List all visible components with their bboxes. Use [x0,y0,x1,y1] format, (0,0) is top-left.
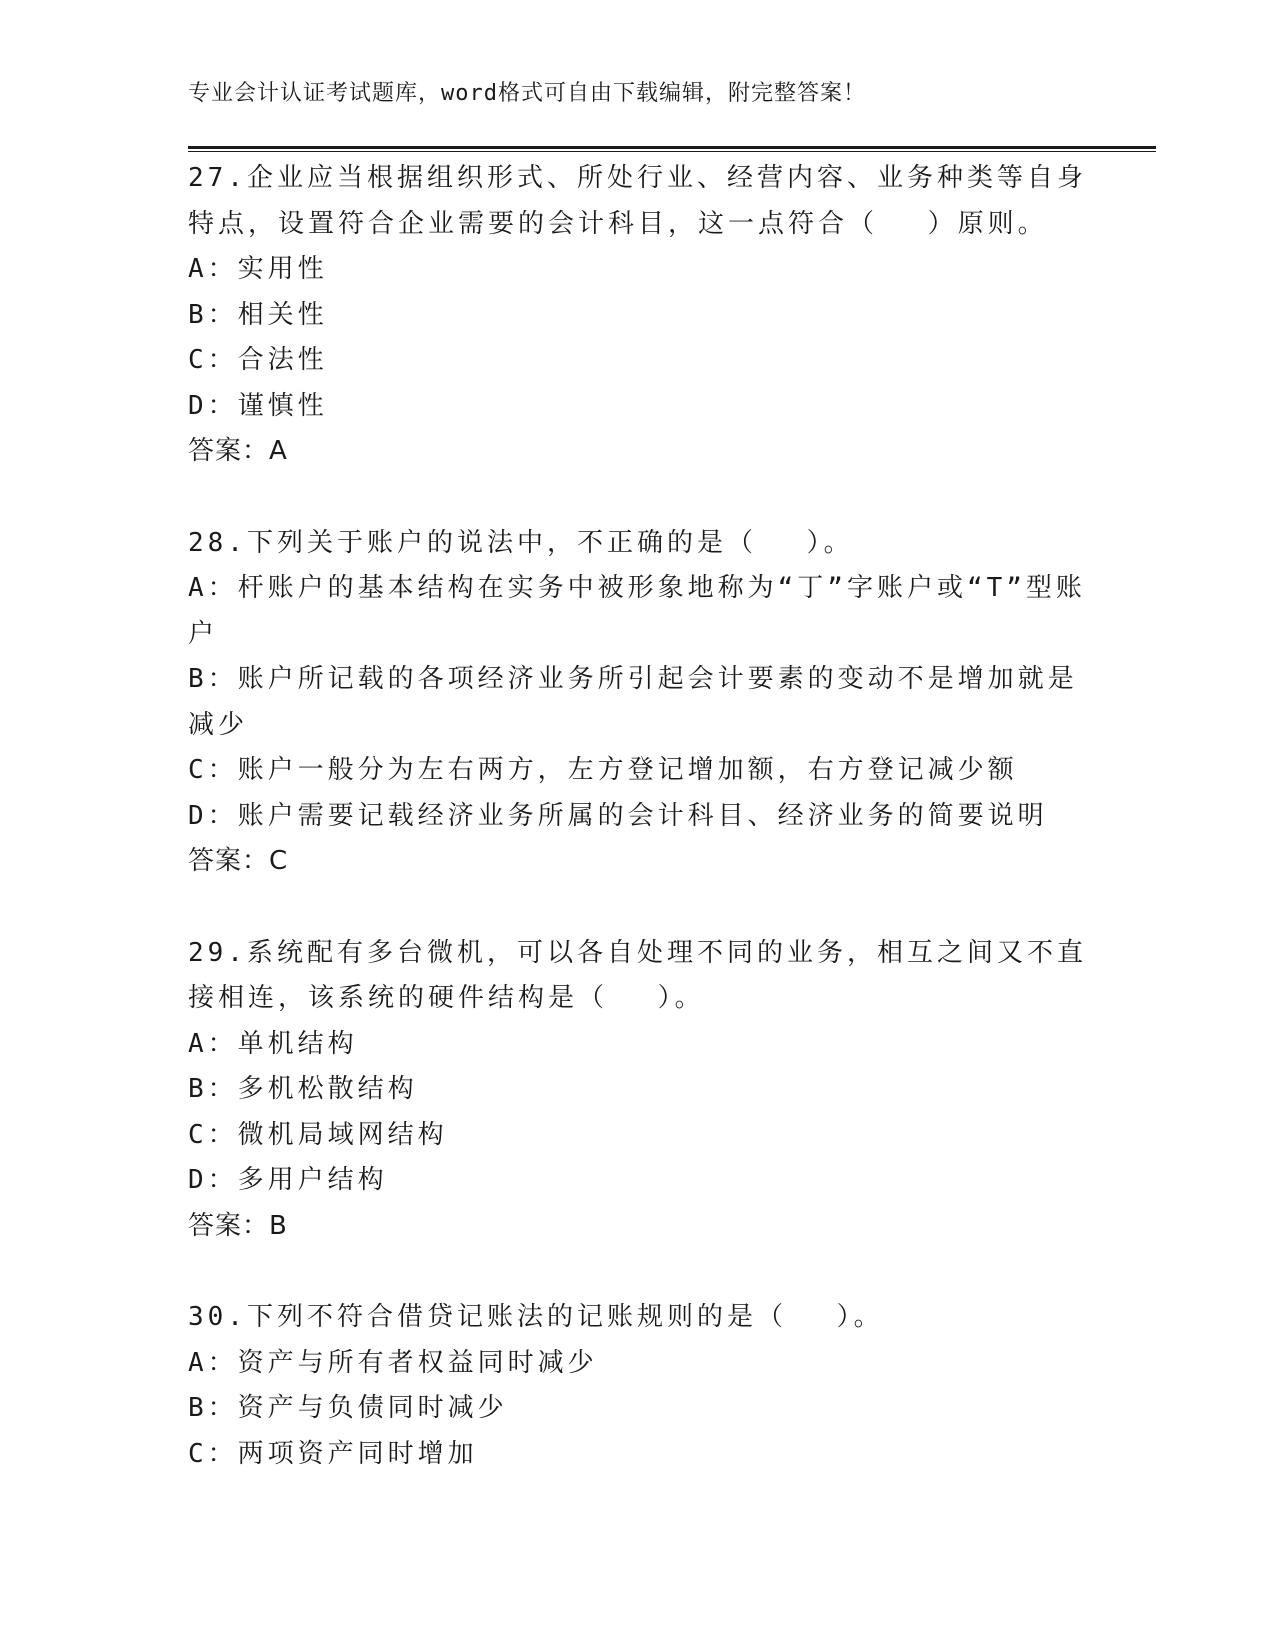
answer-line: 答案：B [188,1210,288,1241]
option-d: D：多用户结构 [188,1165,388,1195]
question-27 [188,156,1088,475]
header-rule-thin [188,151,1156,152]
option-b: B：账户所记载的各项经济业务所引起会计要素的变动不是增加就是减少 [188,664,1078,740]
question-stem: 28.下列关于账户的说法中，不正确的是（ ）。 [188,527,854,558]
question-list [188,156,1088,1523]
question-28 [188,521,1088,885]
option-c: C：微机局域网结构 [188,1119,448,1150]
page-header: 专业会计认证考试题库，word格式可自由下载编辑，附完整答案！ [188,81,866,106]
option-c: C：两项资产同时增加 [188,1438,478,1469]
question-30 [188,1295,1088,1477]
option-a: A：杆账户的基本结构在实务中被形象地称为“丁”字账户或“T”型账户 [188,573,1086,649]
option-d: D：谨慎性 [188,390,328,421]
question-stem: 29.系统配有多台微机，可以各自处理不同的业务，相互之间又不直接相连，该系统的硬件结构是（ ）。 [188,937,1087,1013]
option-c: C：账户一般分为左右两方，左方登记增加额，右方登记减少额 [188,755,1018,785]
question-stem: 27.企业应当根据组织形式、所处行业、经营内容、业务种类等自身特点，设置符合企业需要的会计科目，这一点符合（ ）原则。 [188,163,1087,239]
option-b: B：资产与负债同时减少 [188,1393,508,1423]
option-a: A：资产与所有者权益同时减少 [188,1347,598,1378]
option-a: A：单机结构 [188,1028,358,1059]
answer-line: 答案：A [188,436,288,466]
option-c: C：合法性 [188,345,328,375]
option-a: A：实用性 [188,254,328,284]
question-29 [188,931,1088,1250]
option-b: B：相关性 [188,299,328,330]
option-b: B：多机松散结构 [188,1074,418,1104]
option-d: D：账户需要记载经济业务所属的会计科目、经济业务的简要说明 [188,800,1048,831]
answer-line: 答案：C [188,846,289,876]
header-rule-thick [188,146,1156,149]
question-stem: 30.下列不符合借贷记账法的记账规则的是（ ）。 [188,1302,884,1332]
